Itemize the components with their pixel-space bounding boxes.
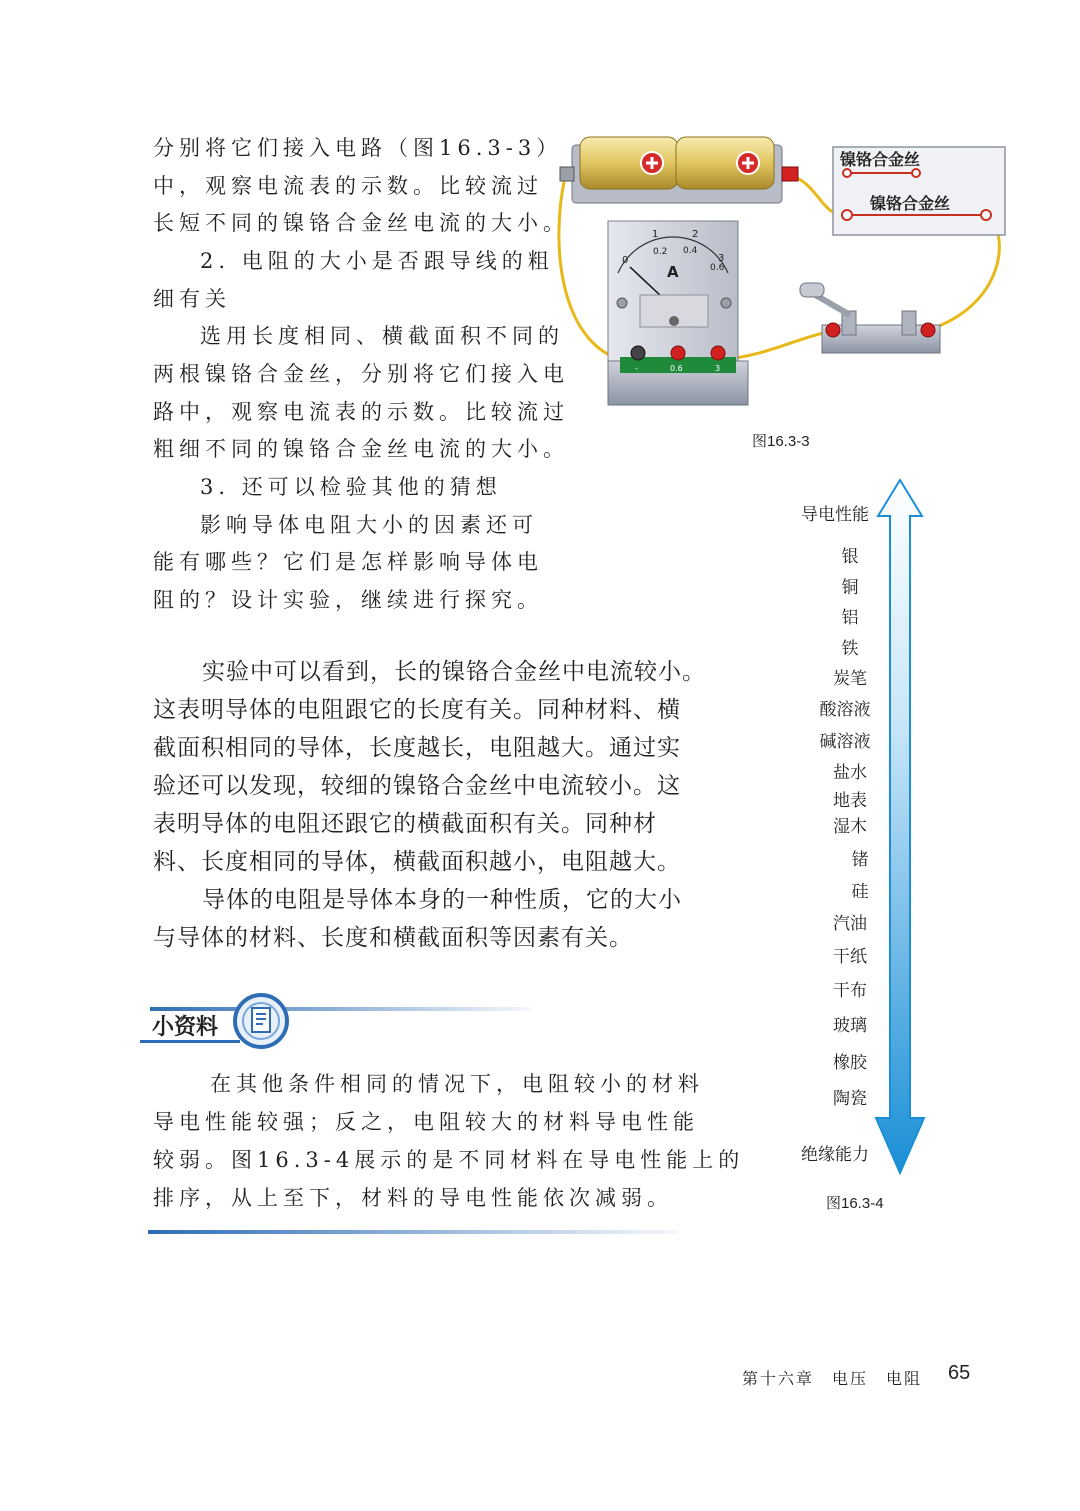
sidebar-line: 较弱。图16.3-4展示的是不同材料在导电性能上的 <box>153 1148 745 1172</box>
meter-letter: A <box>667 263 679 281</box>
svg-text:0.4: 0.4 <box>683 246 698 256</box>
material-item: 硅 <box>851 882 869 902</box>
material-item: 湿木 <box>833 817 867 837</box>
svg-text:0.6: 0.6 <box>710 263 725 273</box>
material-item: 汽油 <box>833 914 867 934</box>
intro-line: 3. 还可以检验其他的猜想 <box>200 475 502 499</box>
terminal <box>782 167 798 181</box>
material-item: 干纸 <box>833 947 867 967</box>
top-label: 导电性能 <box>801 505 869 525</box>
main-line: 料、长度相同的导体，横截面积越小，电阻越大。 <box>153 849 681 875</box>
svg-text:0.2: 0.2 <box>653 247 668 257</box>
intro-line: 能有哪些？它们是怎样影响导体电 <box>153 550 543 574</box>
figure-caption: 图16.3-3 <box>752 433 810 450</box>
material-item: 铁 <box>841 639 859 659</box>
material-item: 酸溶液 <box>819 700 871 720</box>
terminal <box>560 167 574 181</box>
ammeter-body <box>608 221 738 361</box>
intro-line: 2. 电阻的大小是否跟导线的粗 <box>200 249 554 273</box>
material-item: 碱溶液 <box>819 732 871 752</box>
material-item: 干布 <box>833 981 867 1001</box>
material-item: 锗 <box>851 850 869 870</box>
material-item: 地表 <box>833 791 867 811</box>
main-line: 实验中可以看到，长的镍铬合金丝中电流较小。 <box>202 659 706 685</box>
svg-text:3: 3 <box>715 364 721 373</box>
figure-caption: 图16.3-4 <box>826 1195 884 1212</box>
material-item: 盐水 <box>833 763 867 783</box>
material-item: 炭笔 <box>833 669 867 689</box>
material-item: 橡胶 <box>833 1053 867 1073</box>
intro-line: 中，观察电流表的示数。比较流过 <box>153 174 543 198</box>
bottom-label: 绝缘能力 <box>801 1145 869 1165</box>
intro-line: 粗细不同的镍铬合金丝电流的大小。 <box>153 437 569 461</box>
svg-text:3: 3 <box>718 253 725 264</box>
intro-line: 分别将它们接入电路（图16.3-3） <box>153 136 563 160</box>
wire-label: 镍铬合金丝 <box>840 150 921 169</box>
svg-text:2: 2 <box>692 229 699 240</box>
intro-line: 阻的？设计实验，继续进行探究。 <box>153 588 543 612</box>
main-line: 这表明导体的电阻跟它的长度有关。同种材料、横 <box>153 697 681 723</box>
material-item: 玻璃 <box>833 1016 867 1036</box>
wire-label: 镍铬合金丝 <box>870 194 951 213</box>
sidebar-bottom-rule <box>148 1230 678 1234</box>
main-line: 验还可以发现，较细的镍铬合金丝中电流较小。这 <box>153 773 681 799</box>
circuit-figure <box>550 125 1020 415</box>
main-line: 表明导体的电阻还跟它的横截面积有关。同种材 <box>153 811 657 837</box>
material-item: 铝 <box>841 608 859 628</box>
intro-line: 选用长度相同、横截面积不同的 <box>200 324 564 348</box>
sidebar-line: 排序，从上至下，材料的导电性能依次减弱。 <box>153 1186 673 1210</box>
intro-line: 细有关 <box>153 287 231 311</box>
sidebar-line: 导电性能较强；反之，电阻较大的材料导电性能 <box>153 1110 699 1134</box>
sidebar-title: 小资料 <box>152 1015 219 1040</box>
sidebar-line: 在其他条件相同的情况下，电阻较小的材料 <box>210 1072 704 1096</box>
svg-text:0.6: 0.6 <box>670 364 683 373</box>
material-item: 银 <box>841 547 859 567</box>
main-line: 导体的电阻是导体本身的一种性质，它的大小 <box>202 887 682 913</box>
intro-line: 长短不同的镍铬合金丝电流的大小。 <box>153 211 569 235</box>
svg-text:-: - <box>635 364 638 373</box>
intro-line: 路中，观察电流表的示数。比较流过 <box>153 400 569 424</box>
document-icon <box>232 992 290 1050</box>
svg-text:1: 1 <box>652 229 659 240</box>
svg-text:0: 0 <box>622 255 629 266</box>
intro-line: 两根镍铬合金丝，分别将它们接入电 <box>153 362 569 386</box>
material-item: 陶瓷 <box>833 1089 867 1109</box>
material-item: 铜 <box>841 578 859 598</box>
main-line: 与导体的材料、长度和横截面积等因素有关。 <box>153 925 633 951</box>
chapter-footer: 第十六章 电压 电阻 <box>742 1369 923 1388</box>
page-number: 65 <box>948 1362 971 1384</box>
main-line: 截面积相同的导体，长度越长，电阻越大。通过实 <box>153 735 681 761</box>
meter-knob <box>669 316 679 326</box>
intro-line: 影响导体电阻大小的因素还可 <box>200 513 538 537</box>
